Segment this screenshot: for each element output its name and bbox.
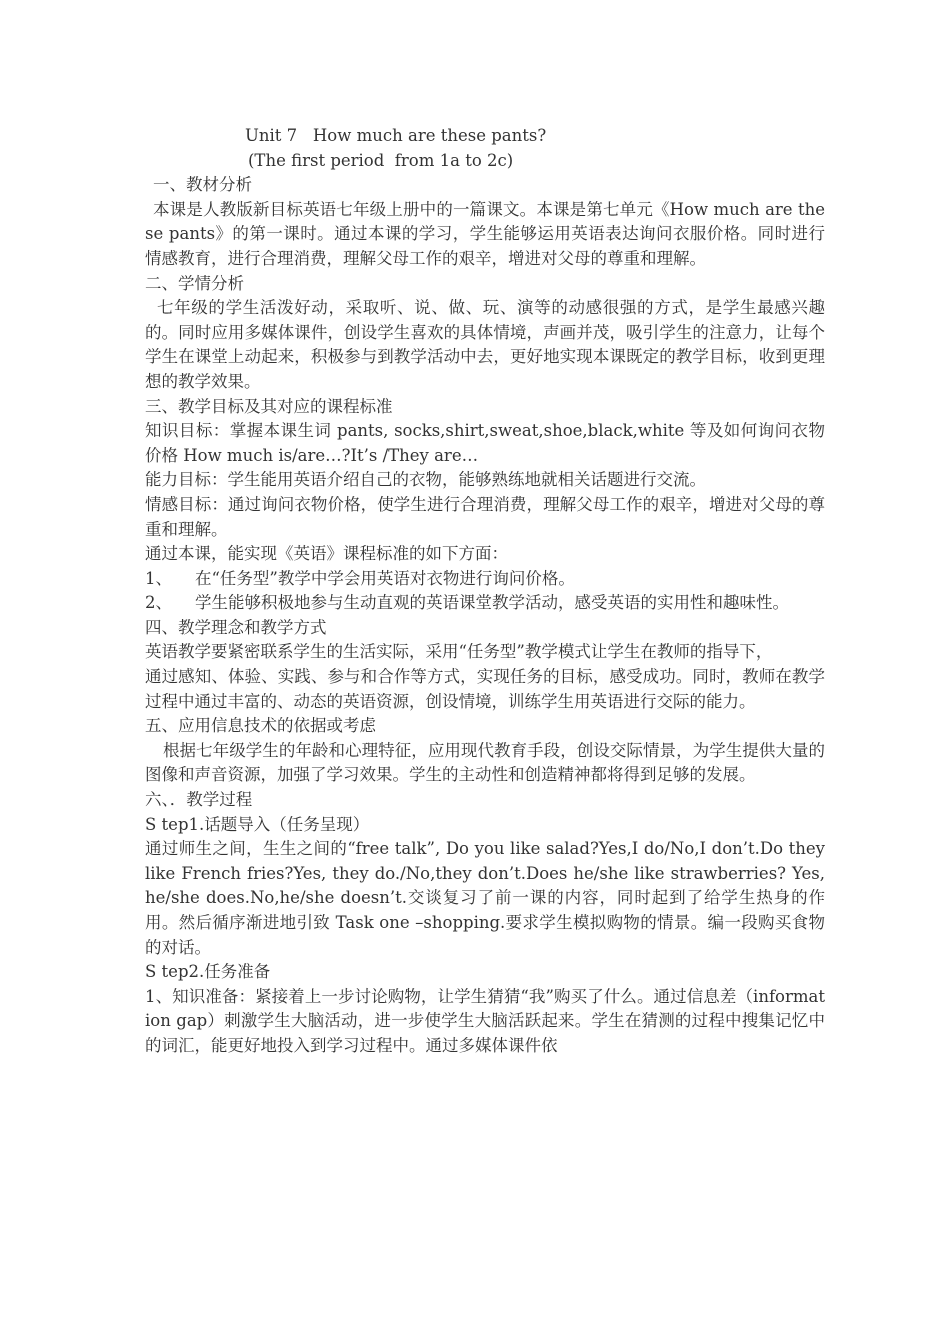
document-title: Unit 7 How much are these pants? [245, 126, 547, 145]
section-heading-5: 五、应用信息技术的依据或考虑 [145, 716, 376, 736]
section-heading-4: 四、教学理念和教学方式 [145, 617, 327, 637]
paragraph-knowledge-goal: 知识目标：掌握本课生词 pants, socks,shirt,sweat,shoe,black,white 等及如何询问衣物价格 How much is/are…?It’s /They are… [145, 421, 825, 465]
list-text: 学生能够积极地参与生动直观的英语课堂教学活动，感受英语的实用性和趣味性。 [195, 593, 789, 613]
document-subtitle: (The first period from 1a to 2c) [248, 150, 514, 170]
paragraph-step1: 通过师生之间，生生之间的“free talk”, Do you like salad?Yes,I do/No,I don’t.Do they like French fries?Yes, they do./No,they don’t.Does he/she like strawberries? Yes,he/she does.No,he/she doesn’t.交谈复习了前一课的内容，同时起到了给学生热身的作用。然后循序渐进地引致 Task one –shopping.要求学生模拟购物的情景。编一段购买食物的对话。 [145, 839, 825, 957]
list-number: 2、 [145, 593, 172, 613]
step2-heading: S tep2.任务准备 [145, 962, 271, 982]
paragraph-teaching-philosophy: 英语教学要紧密联系学生的生活实际，采用“任务型”教学模式让学生在教师的指导下， [145, 642, 773, 662]
step1-heading: S tep1.话题导入（任务呈现） [145, 814, 370, 834]
section-heading-3: 三、教学目标及其对应的课程标准 [145, 396, 393, 416]
document-page [145, 124, 825, 1059]
list-item [145, 591, 825, 616]
paragraph-emotion-goal: 情感目标：通过询问衣物价格，使学生进行合理消费，理解父母工作的艰辛，增进对父母的尊重和理解。 [145, 494, 825, 539]
paragraph-teaching-methods: 通过感知、体验、实践、参与和合作等方式，实现任务的目标，感受成功。同时，教师在教学过程中通过丰富的、动态的英语资源，创设情境，训练学生用英语进行交际的能力。 [145, 667, 825, 711]
paragraph-student-analysis: 七年级的学生活泼好动，采取听、说、做、玩、演等的动感很强的方式，是学生最感兴趣的。同时应用多媒体课件，创设学生喜欢的具体情境，声画并茂，吸引学生的注意力，让每个学生在课堂上动起来，积极参与到教学活动中去，更好地实现本课既定的教学目标，收到更理想的教学效果。 [145, 298, 825, 391]
list-number: 1、 [145, 568, 172, 588]
list-text: 在“任务型”教学中学会用英语对衣物进行询问价格。 [195, 568, 575, 588]
section-heading-1: 一、教材分析 [153, 175, 252, 195]
paragraph-textbook-analysis: 本课是人教版新目标英语七年级上册中的一篇课文。本课是第七单元《How much are these pants》的第一课时。通过本课的学习，学生能够运用英语表达询问衣服价格。同时进行情感教育，进行合理消费，理解父母工作的艰辛，增进对父母的尊重和理解。 [145, 199, 825, 268]
section-heading-2: 二、学情分析 [145, 273, 244, 293]
paragraph-it-rationale: 根据七年级学生的年龄和心理特征，应用现代教育手段，创设交际情景，为学生提供大量的图像和声音资源，加强了学习效果。学生的主动性和创造精神都将得到足够的发展。 [145, 740, 825, 785]
paragraph-standards-intro: 通过本课，能实现《英语》课程标准的如下方面： [145, 544, 508, 564]
paragraph-ability-goal: 能力目标：学生能用英语介绍自己的衣物，能够熟练地就相关话题进行交流。 [145, 470, 706, 490]
section-heading-6: 六、．教学过程 [145, 790, 253, 810]
list-item [145, 567, 825, 592]
paragraph-step2: 1、知识准备：紧接着上一步讨论购物，让学生猜猜“我”购买了什么。通过信息差（information gap）刺激学生大脑活动，进一步使学生大脑活跃起来。学生在猜测的过程中搜集记忆中的词汇，能更好地投入到学习过程中。通过多媒体课件依 [145, 986, 825, 1055]
